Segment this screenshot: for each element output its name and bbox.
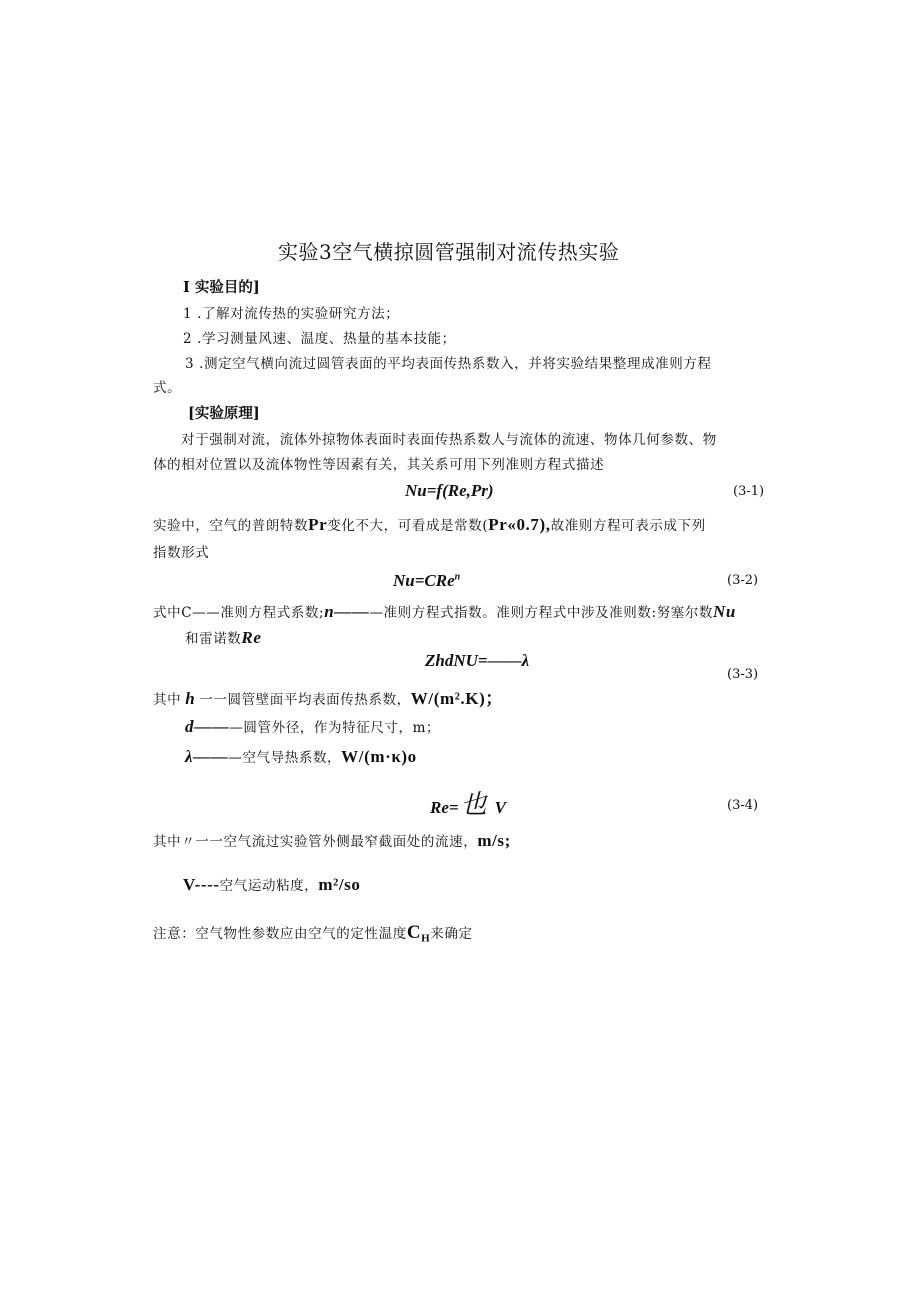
paragraph-criteria-line-1: 式中C——准则方程式系数;n———准则方程式指数。准则方程式中涉及准则数:努塞尔数Nu [153, 602, 736, 621]
equation-number-3-3: (3-3) [727, 667, 759, 682]
page-title: 实验3空气横掠圆管强制对流传热实验 [278, 240, 620, 264]
section-heading-principle: [实验原理] [188, 405, 260, 422]
equation-3-1: Nu=f(Re,Pr) [405, 481, 494, 500]
equation-3-2: Nu=CRe$^n$ [393, 571, 461, 590]
paragraph-prandtl-line-1: 实验中，空气的普朗特数Pr变化不大，可看成是常数(Pr«0.7),故准则方程可表示成下列 [153, 515, 706, 534]
equation-number-3-1: (3-1) [733, 484, 765, 499]
equation-3-3: ZhdNU=——λ [425, 651, 530, 670]
paragraph-prandtl-line-2: 指数形式 [153, 545, 210, 561]
section-heading-purpose: I 实验目的] [183, 279, 260, 296]
definition-h: 其中 h 一一圆管壁面平均表面传热系数，W/(m².K)； [153, 689, 503, 708]
purpose-item-2: 2 .学习测量风速、温度、热量的基本技能； [183, 331, 456, 347]
equation-3-4: Re=也 V [430, 790, 506, 819]
purpose-item-3-cont: 式。 [153, 380, 182, 396]
equation-number-3-4: (3-4) [727, 798, 759, 813]
definition-u: 其中〃一一空气流过实验管外侧最窄截面处的流速，m/s; [153, 831, 511, 850]
definition-v: V----空气运动粘度，m²/so [183, 875, 361, 894]
definition-lambda: λ———空气导热系数，W/(m·κ)o [185, 747, 417, 766]
principle-paragraph-line-2: 体的相对位置以及流体物性等因素有关，其关系可用下列准则方程式描述 [153, 457, 605, 473]
note: 注意：空气物性参数应由空气的定性温度$C_H$来确定 [153, 922, 473, 945]
definition-d: d———圆管外径，作为特征尺寸，m； [185, 717, 441, 736]
paragraph-criteria-line-2: 和雷诺数Re [185, 628, 262, 647]
purpose-item-3: 3 .测定空气横向流过圆管表面的平均表面传热系数入，并将实验结果整理成准则方程 [185, 356, 712, 372]
purpose-item-1: 1 .了解对流传热的实验研究方法； [183, 306, 400, 322]
equation-number-3-2: (3-2) [727, 573, 759, 588]
principle-paragraph-line-1: 对于强制对流，流体外掠物体表面时表面传热系数人与流体的流速、物体几何参数、物 [181, 432, 717, 448]
